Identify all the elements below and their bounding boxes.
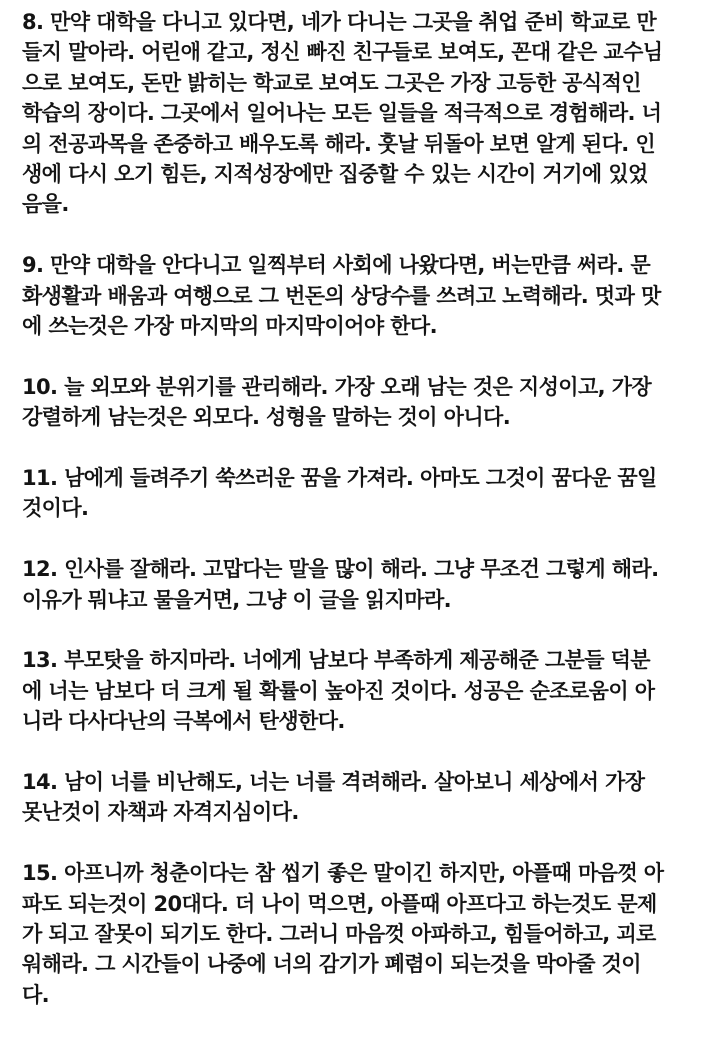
text-line: 학습의 장이다. 그곳에서 일어나는 모든 일들을 적극적으로 경험해라. 너 (22, 101, 662, 126)
text-line: 생에 다시 오기 힘든, 지적성장에만 집중할 수 있는 시간이 거기에 있었 (22, 162, 648, 187)
text-line: 파도 되는것이 20대다. 더 나이 먹으면, 아플때 아프다고 하는것도 문제 (22, 891, 657, 916)
paragraph-item (22, 767, 702, 828)
text-line: 13. 부모탓을 하지마라. 너에게 남보다 부족하게 제공해준 그분들 덕분 (22, 648, 650, 673)
text-line: 음을. (22, 192, 69, 217)
text-line: 강렬하게 남는것은 외모다. 성형을 말하는 것이 아니다. (22, 405, 511, 430)
text-line: 것이다. (22, 496, 89, 521)
text-line: 워해라. 그 시간들이 나중에 너의 감기가 폐렴이 되는것을 막아줄 것이 (22, 952, 641, 977)
text-line: 니라 다사다난의 극복에서 탄생한다. (22, 709, 345, 734)
text-line: 11. 남에게 들려주기 쑥쓰러운 꿈을 가져라. 아마도 그것이 꿈다운 꿈일 (22, 466, 657, 491)
text-line: 9. 만약 대학을 안다니고 일찍부터 사회에 나왔다면, 버는만큼 써라. 문 (22, 253, 651, 278)
paragraph-item (22, 372, 702, 433)
paragraph-item (22, 858, 702, 1010)
paragraph-item (22, 554, 702, 615)
text-line: 에 너는 남보다 더 크게 될 확률이 높아진 것이다. 성공은 순조로움이 아 (22, 678, 655, 703)
paragraph-item (22, 645, 702, 736)
text-line: 들지 말아라. 어린애 같고, 정신 빠진 친구들로 보여도, 꼰대 같은 교수님 (22, 40, 663, 65)
text-line: 화생활과 배움과 여행으로 그 번돈의 상당수를 쓰려고 노력해라. 멋과 맛 (22, 283, 661, 308)
text-line: 이유가 뭐냐고 물을거면, 그냥 이 글을 읽지마라. (22, 587, 452, 612)
text-line: 가 되고 잘못이 되기도 한다. 그러니 마음껏 아파하고, 힘들어하고, 괴로 (22, 922, 656, 947)
text-line: 10. 늘 외모와 분위기를 관리해라. 가장 오래 남는 것은 지성이고, 가장 (22, 374, 652, 399)
paragraph-item (22, 250, 702, 341)
text-line: 12. 인사를 잘해라. 고맙다는 말을 많이 해라. 그냥 무조건 그렇게 해라. (22, 557, 659, 582)
text-line: 에 쓰는것은 가장 마지막의 마지막이어야 한다. (22, 314, 437, 339)
text-line: 14. 남이 너를 비난해도, 너는 너를 격려해라. 살아보니 세상에서 가장 (22, 770, 645, 795)
paragraph-item (22, 463, 702, 524)
text-line: 의 전공과목을 존중하고 배우도록 해라. 훗날 뒤돌아 보면 알게 된다. 인 (22, 131, 656, 156)
text-line: 15. 아프니까 청춘이다는 참 씹기 좋은 말이긴 하지만, 아플때 마음껏 아 (22, 861, 664, 886)
text-line: 못난것이 자책과 자격지심이다. (22, 800, 299, 825)
text-line: 8. 만약 대학을 다니고 있다면, 네가 다니는 그곳을 취업 준비 학교로 만 (22, 10, 657, 34)
text-line: 다. (22, 982, 50, 1007)
paragraph-item (22, 7, 702, 220)
text-line: 으로 보여도, 돈만 밝히는 학교로 보여도 그곳은 가장 고등한 공식적인 (22, 70, 641, 95)
